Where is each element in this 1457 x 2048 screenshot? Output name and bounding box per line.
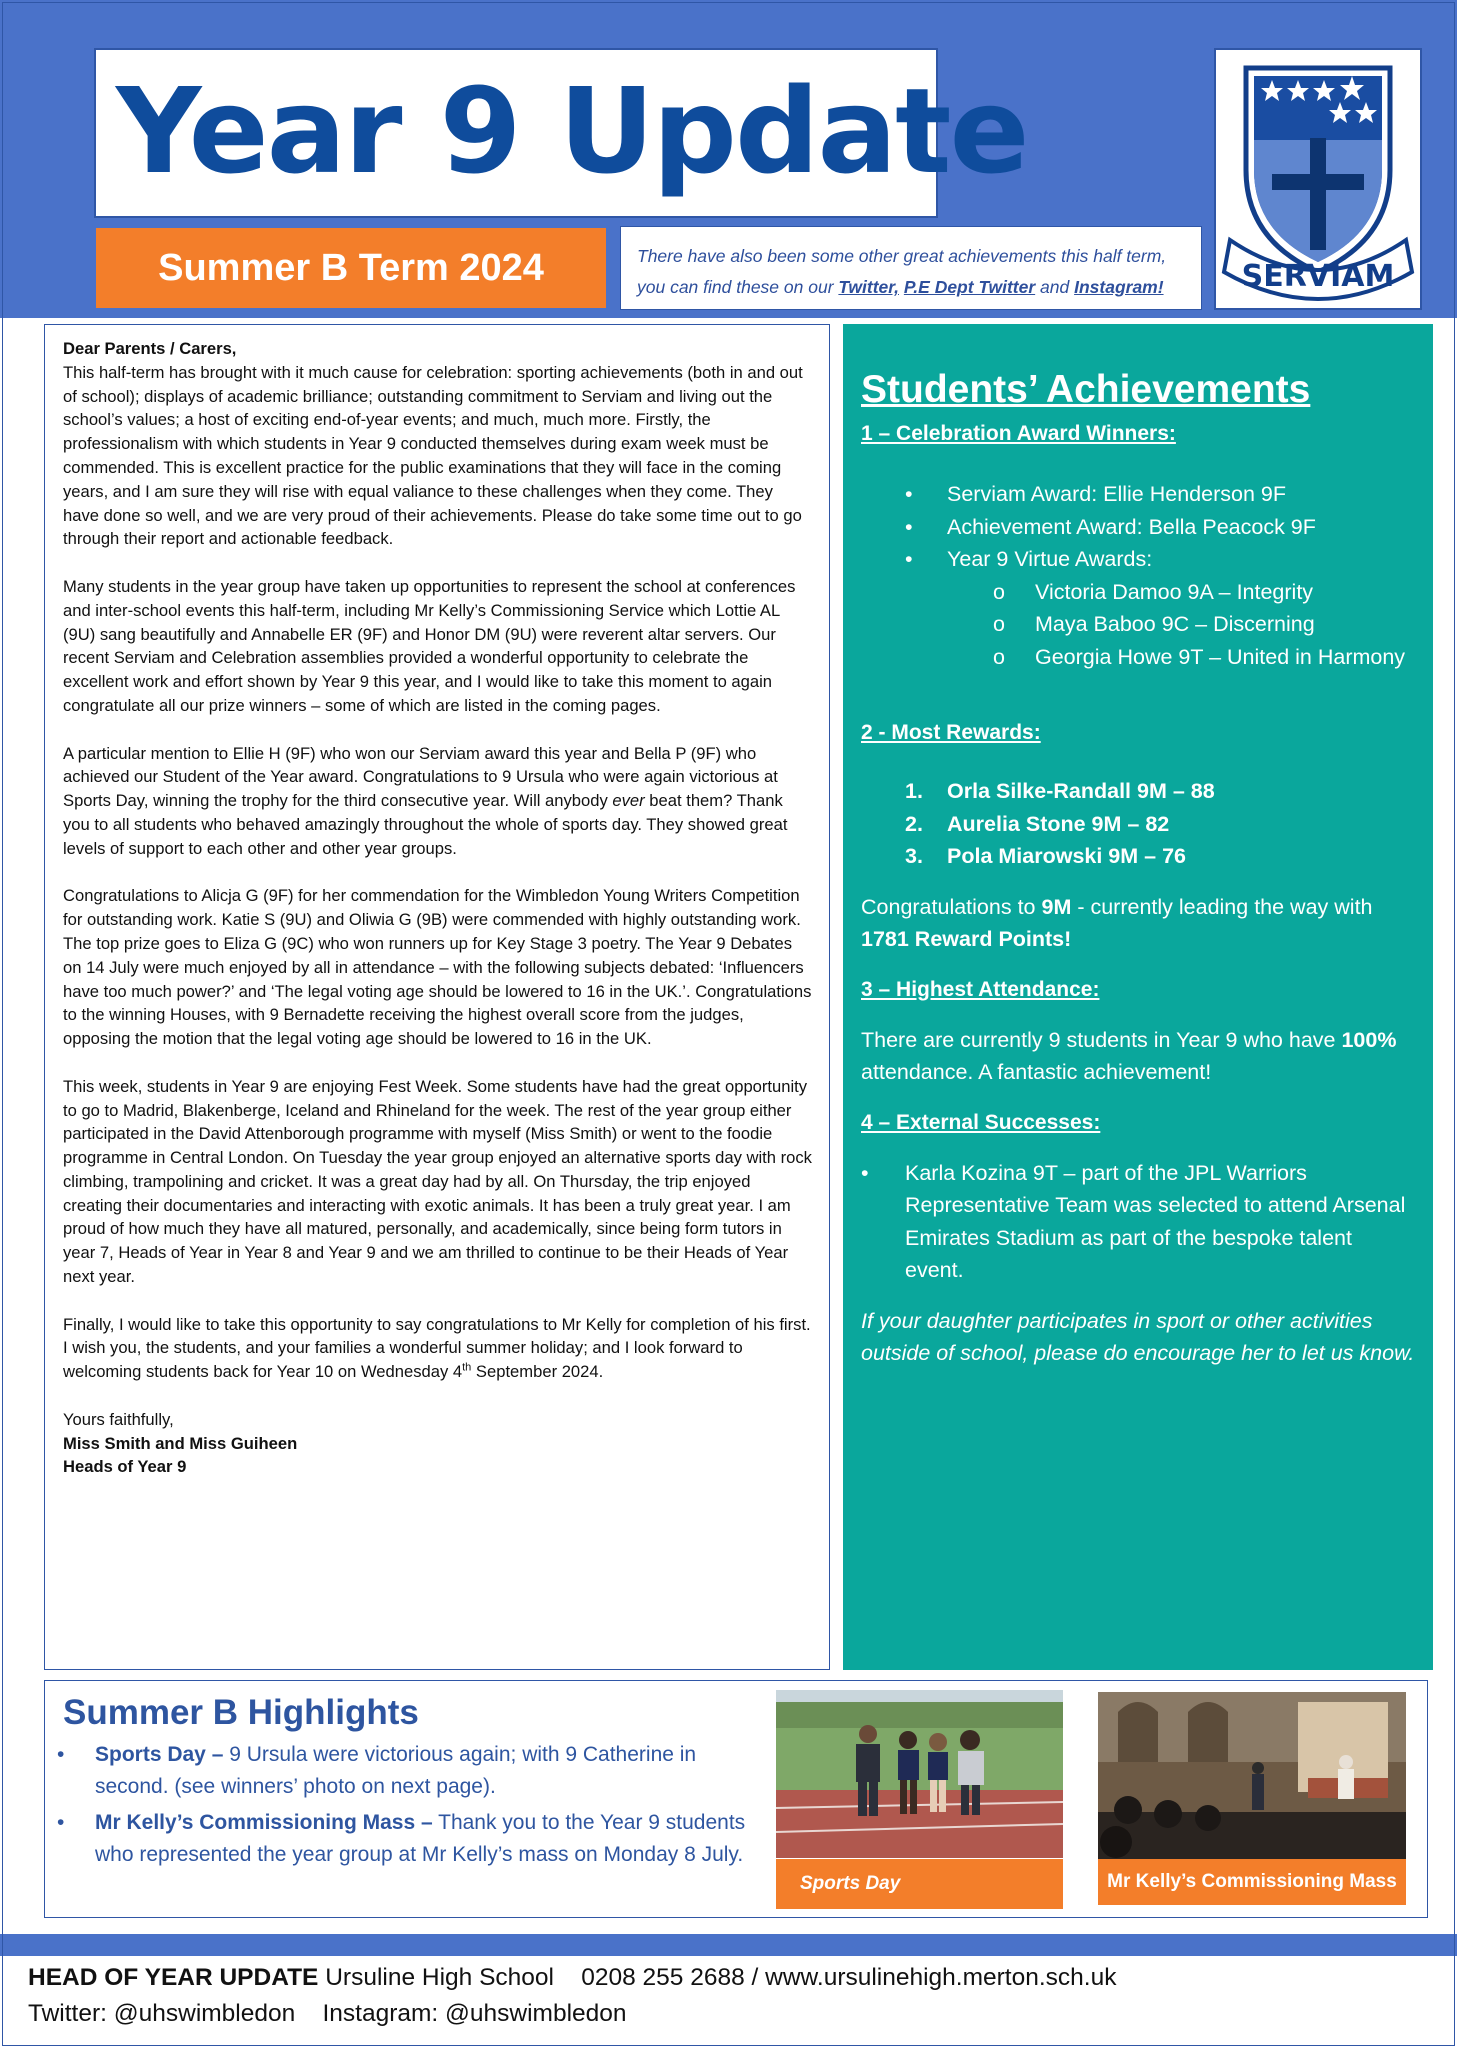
page-title: Year 9 Update	[116, 62, 1028, 200]
footer-twitter[interactable]: Twitter: @uhswimbledon	[28, 2000, 296, 2027]
list-item	[905, 840, 1415, 873]
external-success-item: Karla Kozina 9T – part of the JPL Warriors Representative Team was selected to attend Arsenal Emirates Stadium as part of the bespoke talent event.	[905, 1160, 1406, 1282]
list-item	[993, 608, 1415, 641]
reward-rank-1: Orla Silke-Randall 9M – 88	[947, 779, 1215, 803]
crest-motto: SERVIAM	[1241, 259, 1395, 294]
award-serviam: Serviam Award: Ellie Henderson 9F	[947, 482, 1286, 506]
list-item	[905, 775, 1415, 808]
circle-bullet-icon: o	[993, 612, 1005, 636]
letter-section	[44, 324, 830, 1670]
footer-website-link[interactable]: www.ursulinehigh.merton.sch.uk	[765, 1964, 1117, 1991]
footer-band	[0, 1934, 1457, 1956]
rewards-congrats-a: Congratulations to	[861, 894, 1042, 919]
attendance-heading: 3 – Highest Attendance:	[861, 977, 1100, 1001]
date-suffix: th	[462, 1361, 472, 1374]
letter-paragraph-3-a: A particular mention to Ellie H (9F) who won our Serviam award this year and Bella P (9F) who achieved our Student of the Year award. Congratulations to 9 Ursula who were again victorious at Sports Day, winning the trophy for the third consecutive year. Will anybody	[63, 743, 778, 811]
virtue-award-1: Victoria Damoo 9A – Integrity	[1035, 579, 1314, 604]
crest-shield-icon	[1216, 50, 1420, 308]
reward-points-total: 1781 Reward Points!	[861, 927, 1072, 951]
circle-bullet-icon: o	[993, 644, 1005, 669]
most-rewards-list	[905, 775, 1415, 873]
letter-paragraph-3-ever: ever	[612, 791, 645, 811]
bullet-icon: •	[905, 482, 913, 506]
footer-instagram[interactable]: Instagram: @uhswimbledon	[322, 2000, 627, 2027]
highlights-title: Summer B Highlights	[63, 1693, 419, 1732]
letter-paragraph-3	[63, 742, 813, 861]
virtue-awards-list	[993, 576, 1415, 674]
letter-paragraph-5: This week, students in Year 9 are enjoying Fest Week. Some students have had the great opportunity to go to Madrid, Blakenberge, Iceland and Rhineland for the week. The rest of the year group either participated in the David Attenborough programme with myself (Miss Smith) or went to the foodie programme in Central London. On Tuesday the year group enjoyed an alternative sports day with rock climbing, trampolining and cricket. It was a great day had by all. On Thursday, the trip enjoyed creating their documentaries and interacting with exotic animals. It has been a truly great year. I am proud of how much they have all matured, personally, and academically, since being form tutors in year 7, Heads of Year in Year 8 and Year 9 and we am thrilled to continue to be their Heads of Year next year.	[63, 1076, 812, 1287]
title-box	[94, 48, 1028, 218]
virtue-award-3: Georgia Howe 9T – United in Harmony	[1035, 644, 1406, 669]
rank-number: 1.	[905, 779, 923, 803]
highlight-mass-text: Thank you to the Year 9 students who represented the year group at Mr Kelly’s mass on Monday 8 July.	[95, 1811, 746, 1866]
list-item	[905, 808, 1415, 841]
footer-phone: 0208 255 2688	[581, 1964, 745, 1991]
social-note-prefix: you can find these on our	[637, 277, 839, 297]
letter-paragraph-1: This half-term has brought with it much cause for celebration: sporting achievements (both in and out of school); displays of academic brilliance; outstanding commitment to Serviam and living out the school’s values; a host of exciting end-of-year events; and much, much more. Firstly, the professionalism with which students in Year 9 conducted themselves during exam week must be commended. This is excellent practice for the public examinations that they will face in the coming years, and I am sure they will rise with equal valiance to these challenges when they come. They have done so well, and we are very proud of their achievements. Please do take some time out to go through their report and actionable feedback.	[63, 362, 803, 549]
letter-signature: Miss Smith and Miss Guiheen	[63, 1433, 298, 1453]
sports-day-photo	[776, 1690, 1063, 1858]
bullet-icon: •	[57, 1811, 65, 1834]
rank-number: 3.	[905, 844, 923, 868]
rank-number: 2.	[905, 811, 923, 836]
celebration-awards-heading: 1 – Celebration Award Winners:	[861, 422, 1176, 445]
highlights-list	[55, 1739, 775, 1875]
sports-day-caption: Sports Day	[776, 1859, 1063, 1909]
letter-closing: Yours faithfully,	[63, 1409, 174, 1429]
footer-line-2	[28, 1996, 1116, 2032]
pe-twitter-link[interactable]: P.E Dept Twitter	[903, 277, 1036, 297]
letter-paragraph-6-a: Finally, I would like to take this opportunity to say congratulations to Mr Kelly for completion of his first. I wish you, the students, and your families a wonderful summer holiday; and I look forward to welcoming students back for Year 10 on Wednesday 4	[63, 1314, 811, 1382]
instagram-link[interactable]: Instagram!	[1074, 277, 1164, 297]
social-note-line1: There have also been some other great achievements this half term,	[637, 246, 1167, 266]
commissioning-mass-photo	[1098, 1692, 1406, 1859]
letter-paragraph-6	[63, 1313, 813, 1384]
reward-rank-3: Pola Miarowski 9M – 76	[947, 844, 1186, 868]
highlight-sports-day-label: Sports Day –	[95, 1743, 224, 1766]
circle-bullet-icon: o	[993, 579, 1005, 604]
social-note-and: and	[1035, 277, 1075, 297]
list-item	[55, 1807, 775, 1871]
attendance-percent: 100%	[1341, 1027, 1397, 1052]
award-virtue: Year 9 Virtue Awards:	[947, 547, 1153, 571]
bullet-icon: •	[905, 514, 913, 539]
reward-rank-2: Aurelia Stone 9M – 82	[947, 811, 1170, 836]
external-successes-list	[861, 1157, 1415, 1287]
letter-role: Heads of Year 9	[63, 1457, 187, 1477]
list-item	[861, 1157, 1415, 1287]
most-rewards-heading: 2 - Most Rewards:	[861, 721, 1041, 744]
bullet-icon: •	[861, 1160, 869, 1185]
list-item	[905, 478, 1415, 511]
footer	[28, 1960, 1116, 2032]
bullet-icon: •	[905, 547, 913, 571]
attendance-text-a: There are currently 9 students in Year 9 who have	[861, 1027, 1342, 1052]
letter-paragraph-4: Congratulations to Alicja G (9F) for her commendation for the Wimbledon Young Writers Competition for outstanding work. Katie S (9U) and Oliwia G (9B) were commended with highly outstanding work. The top prize goes to Eliza G (9C) who won runners up for Key Stage 3 poetry. The Year 9 Debates on 14 July were much enjoyed by all in attendance – with the following subjects debated: ‘Influencers have too much power?’ and ‘The legal voting age should be lowered to 16 in the UK.’. Congratulations to the winning Houses, with 9 Bernadette receiving the highest overall score from the judges, opposing the motion that the legal voting age should be lowered to 16 in the UK.	[63, 886, 812, 1049]
school-crest	[1214, 48, 1422, 310]
award-achievement: Achievement Award: Bella Peacock 9F	[947, 514, 1316, 539]
list-item	[905, 511, 1415, 544]
rewards-congrats-b: - currently leading the way with	[1071, 894, 1373, 919]
social-note-line2	[637, 272, 1185, 303]
highlight-mass-label: Mr Kelly’s Commissioning Mass –	[95, 1811, 433, 1834]
achievements-closing: If your daughter participates in sport or other activities outside of school, please do encourage her to let us know.	[861, 1308, 1415, 1365]
letter-paragraph-6-b: September 2024.	[471, 1362, 604, 1382]
footer-line-1	[28, 1960, 1116, 1996]
bullet-icon: •	[57, 1743, 65, 1766]
footer-separator: /	[744, 1964, 766, 1991]
celebration-awards-list	[905, 478, 1415, 673]
social-note	[620, 226, 1202, 310]
letter-paragraph-3-b: beat them? Thank you to all students who behaved amazingly throughout the whole of sports day. They showed great levels of support to each other and other year groups.	[63, 791, 788, 858]
highlight-sports-day-text: 9 Ursula were victorious again; with 9 Catherine in second. (see winners’ photo on next page).	[95, 1743, 697, 1798]
footer-school: Ursuline High School	[318, 1964, 554, 1991]
letter-greeting: Dear Parents / Carers,	[63, 339, 237, 358]
attendance-text-b: attendance. A fantastic achievement!	[861, 1060, 1212, 1084]
achievements-title: Students’ Achievements	[861, 368, 1311, 411]
twitter-link[interactable]: Twitter,	[838, 277, 899, 297]
letter-paragraph-2: Many students in the year group have taken up opportunities to represent the school at conferences and inter-school events this half-term, including Mr Kelly’s Commissioning Service which Lottie AL (9U) sang beautifully and Annabelle ER (9F) and Honor DM (9U) were reverent altar servers. Our recent Serviam and Celebration assemblies provided a wonderful opportunity to celebrate the excellent work and effort shown by Year 9 this year, and I would like to take this moment to again congratulate all our prize winners – some of which are listed in the coming pages.	[63, 576, 796, 715]
achievements-section	[843, 324, 1433, 1670]
list-item	[993, 641, 1415, 674]
attendance-text	[861, 1024, 1415, 1089]
commissioning-mass-caption: Mr Kelly’s Commissioning Mass	[1098, 1859, 1406, 1905]
list-item	[993, 576, 1415, 609]
rewards-congrats	[861, 891, 1415, 956]
footer-label: HEAD OF YEAR UPDATE	[28, 1964, 319, 1991]
external-successes-heading: 4 – External Successes:	[861, 1110, 1101, 1134]
virtue-award-2: Maya Baboo 9C – Discerning	[1035, 612, 1315, 636]
list-item	[905, 543, 1415, 673]
term-banner: Summer B Term 2024	[96, 228, 606, 308]
list-item	[55, 1739, 775, 1803]
leading-form: 9M	[1041, 894, 1072, 919]
